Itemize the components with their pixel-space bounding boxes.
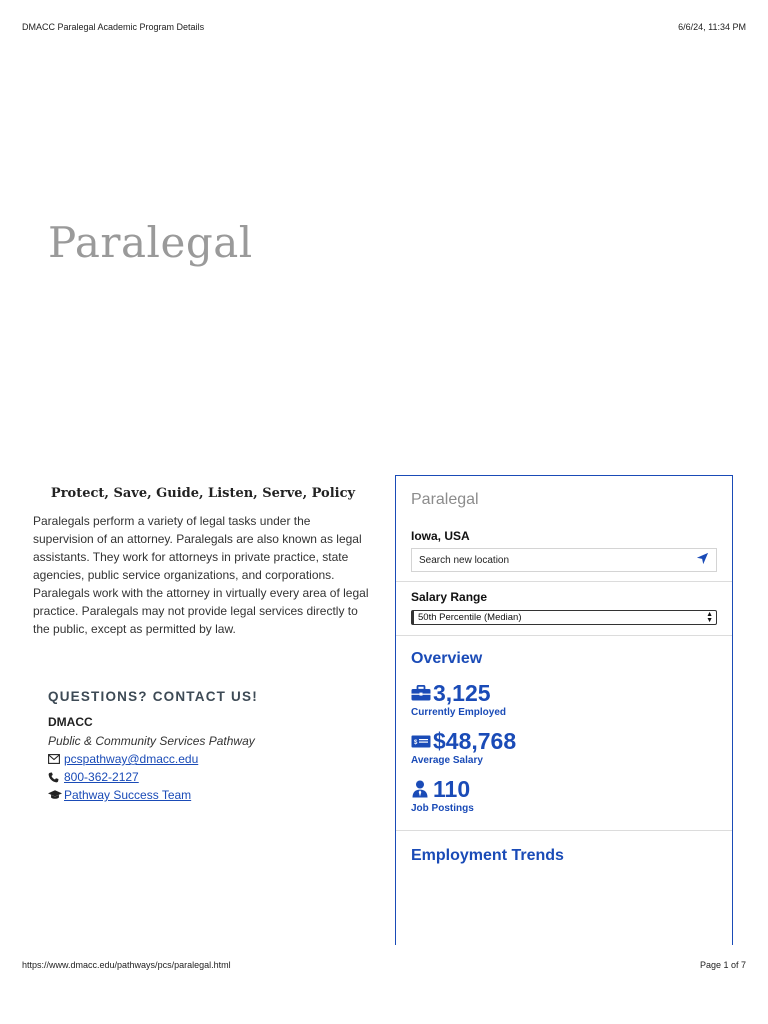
overview-title: Overview (411, 650, 483, 667)
overview-section (396, 650, 732, 830)
team-link[interactable]: Pathway Success Team (64, 788, 192, 802)
contact-heading: QUESTIONS? CONTACT US! (48, 689, 258, 704)
salary-section (396, 590, 732, 635)
location-search-input[interactable] (411, 548, 717, 572)
contact-phone-line (48, 768, 368, 786)
email-link[interactable]: pcspathway@dmacc.edu (64, 752, 199, 766)
divider (396, 581, 732, 582)
user-tie-icon (411, 780, 433, 798)
contact-section (48, 689, 368, 804)
print-header (22, 22, 746, 32)
print-footer (22, 960, 746, 970)
stat-label: Average Salary (411, 755, 483, 766)
stat-postings (411, 776, 717, 814)
intro-section (33, 486, 373, 638)
trends-section (396, 847, 732, 865)
stat-value: 110 (433, 776, 471, 802)
stat-salary (411, 728, 717, 766)
location-search-placeholder: Search new location (419, 554, 510, 566)
location-arrow-icon[interactable] (696, 552, 709, 568)
money-bill-icon (411, 735, 433, 748)
envelope-icon (48, 754, 62, 764)
salary-range-select[interactable] (411, 610, 717, 625)
location-value: Iowa, USA (411, 529, 470, 543)
divider (396, 635, 732, 636)
employment-trends-title: Employment Trends (411, 847, 564, 864)
phone-link[interactable]: 800-362-2127 (64, 770, 139, 784)
stat-label: Currently Employed (411, 707, 507, 718)
print-footer-url: https://www.dmacc.edu/pathways/pcs/paralegal.html (22, 960, 231, 970)
program-description: Paralegals perform a variety of legal tasks under the supervision of an attorney. Paralegals are also known as legal assistants. They work for attorneys in private practice, state agencies, public service organizations, and corporations. Paralegals work with the attorney in virtually every area of legal practice. Paralegals may not provide legal services directly to the public, except as permitted by law. (33, 514, 369, 636)
svg-text:$: $ (414, 739, 418, 746)
stat-value: 3,125 (433, 680, 491, 706)
divider (396, 830, 732, 831)
print-footer-page: Page 1 of 7 (699, 960, 746, 970)
salary-range-selected: 50th Percentile (Median) (418, 612, 522, 623)
graduation-cap-icon (48, 790, 62, 800)
contact-team-line (48, 786, 368, 804)
stat-value: $48,768 (433, 728, 517, 754)
print-header-title: DMACC Paralegal Academic Program Details (22, 22, 205, 32)
salary-range-label: Salary Range (411, 590, 488, 604)
select-arrows-icon: ▲ ▼ (706, 610, 713, 624)
page-title: Paralegal (48, 218, 253, 267)
print-header-datetime: 6/6/24, 11:34 PM (678, 22, 746, 32)
career-coach-widget (395, 475, 733, 945)
stat-employed (411, 680, 717, 718)
widget-title: Paralegal (411, 491, 479, 508)
contact-pathway: Public & Community Services Pathway (48, 734, 255, 748)
contact-org: DMACC (48, 715, 93, 729)
phone-icon (48, 772, 62, 783)
stat-label: Job Postings (411, 803, 474, 814)
program-tagline: Protect, Save, Guide, Listen, Serve, Policy (50, 486, 356, 501)
location-section (396, 529, 732, 581)
contact-email-line (48, 750, 368, 768)
briefcase-icon (411, 685, 433, 701)
